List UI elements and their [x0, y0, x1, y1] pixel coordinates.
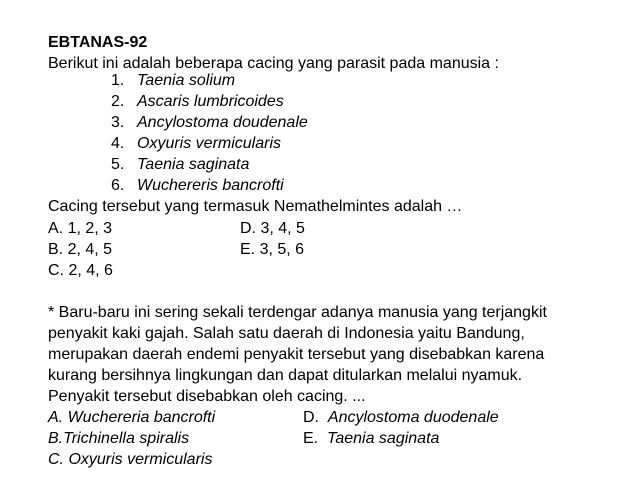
q2-text-line: merupakan daerah endemi penyakit tersebut yang disebabkan karena [48, 346, 545, 363]
q1-option-c: C. 2, 4, 6 [48, 262, 113, 279]
q1-intro: Berikut ini adalah beberapa cacing yang parasit pada manusia : [48, 55, 499, 72]
q2-text-line: kurang bersihnya lingkungan dan dapat ditularkan melalui nyamuk. [48, 367, 523, 384]
q2-option-d-text: Ancylostoma duodenale [327, 409, 499, 426]
species-number: 1. [111, 72, 125, 89]
q2-text-line: penyakit kaki gajah. Salah satu daerah di Indonesia yaitu Bandung, [48, 325, 525, 342]
q2-option-b: B.Trichinella spiralis [48, 430, 190, 447]
species-name: Oxyuris vermicularis [137, 135, 282, 152]
q2-option-e-text: Taenia saginata [327, 430, 440, 447]
q2-option-e [303, 428, 439, 450]
species-name: Wuchereris bancrofti [137, 177, 284, 194]
species-name: Ascaris lumbricoides [137, 93, 284, 110]
species-number: 5. [111, 156, 125, 173]
q2-option-d [303, 407, 499, 429]
q2-question: Penyakit tersebut disebabkan oleh cacing. ... [48, 388, 366, 405]
species-number: 6. [111, 177, 125, 194]
species-number: 3. [111, 114, 125, 131]
q2-option-e-label: E. [303, 430, 319, 447]
species-name: Taenia saginata [137, 156, 250, 173]
species-number: 2. [111, 93, 125, 110]
species-number: 4. [111, 135, 125, 152]
q2-option-d-label: D. [303, 409, 319, 426]
q1-option-e: E. 3, 5, 6 [240, 241, 305, 258]
q1-question: Cacing tersebut yang termasuk Nemathelmintes adalah … [48, 198, 463, 215]
page-title: EBTANAS-92 [48, 34, 148, 51]
q2-text-line: * Baru-baru ini sering sekali terdengar adanya manusia yang terjangkit [48, 304, 547, 321]
q1-option-d: D. 3, 4, 5 [240, 220, 305, 237]
species-name: Ancylostoma doudenale [137, 114, 308, 131]
q2-option-a: A. Wuchereria bancrofti [48, 409, 216, 426]
q1-option-a: A. 1, 2, 3 [48, 220, 113, 237]
species-name: Taenia solium [137, 72, 236, 89]
q2-option-c: C. Oxyuris vermicularis [48, 451, 213, 468]
q1-option-b: B. 2, 4, 5 [48, 241, 113, 258]
